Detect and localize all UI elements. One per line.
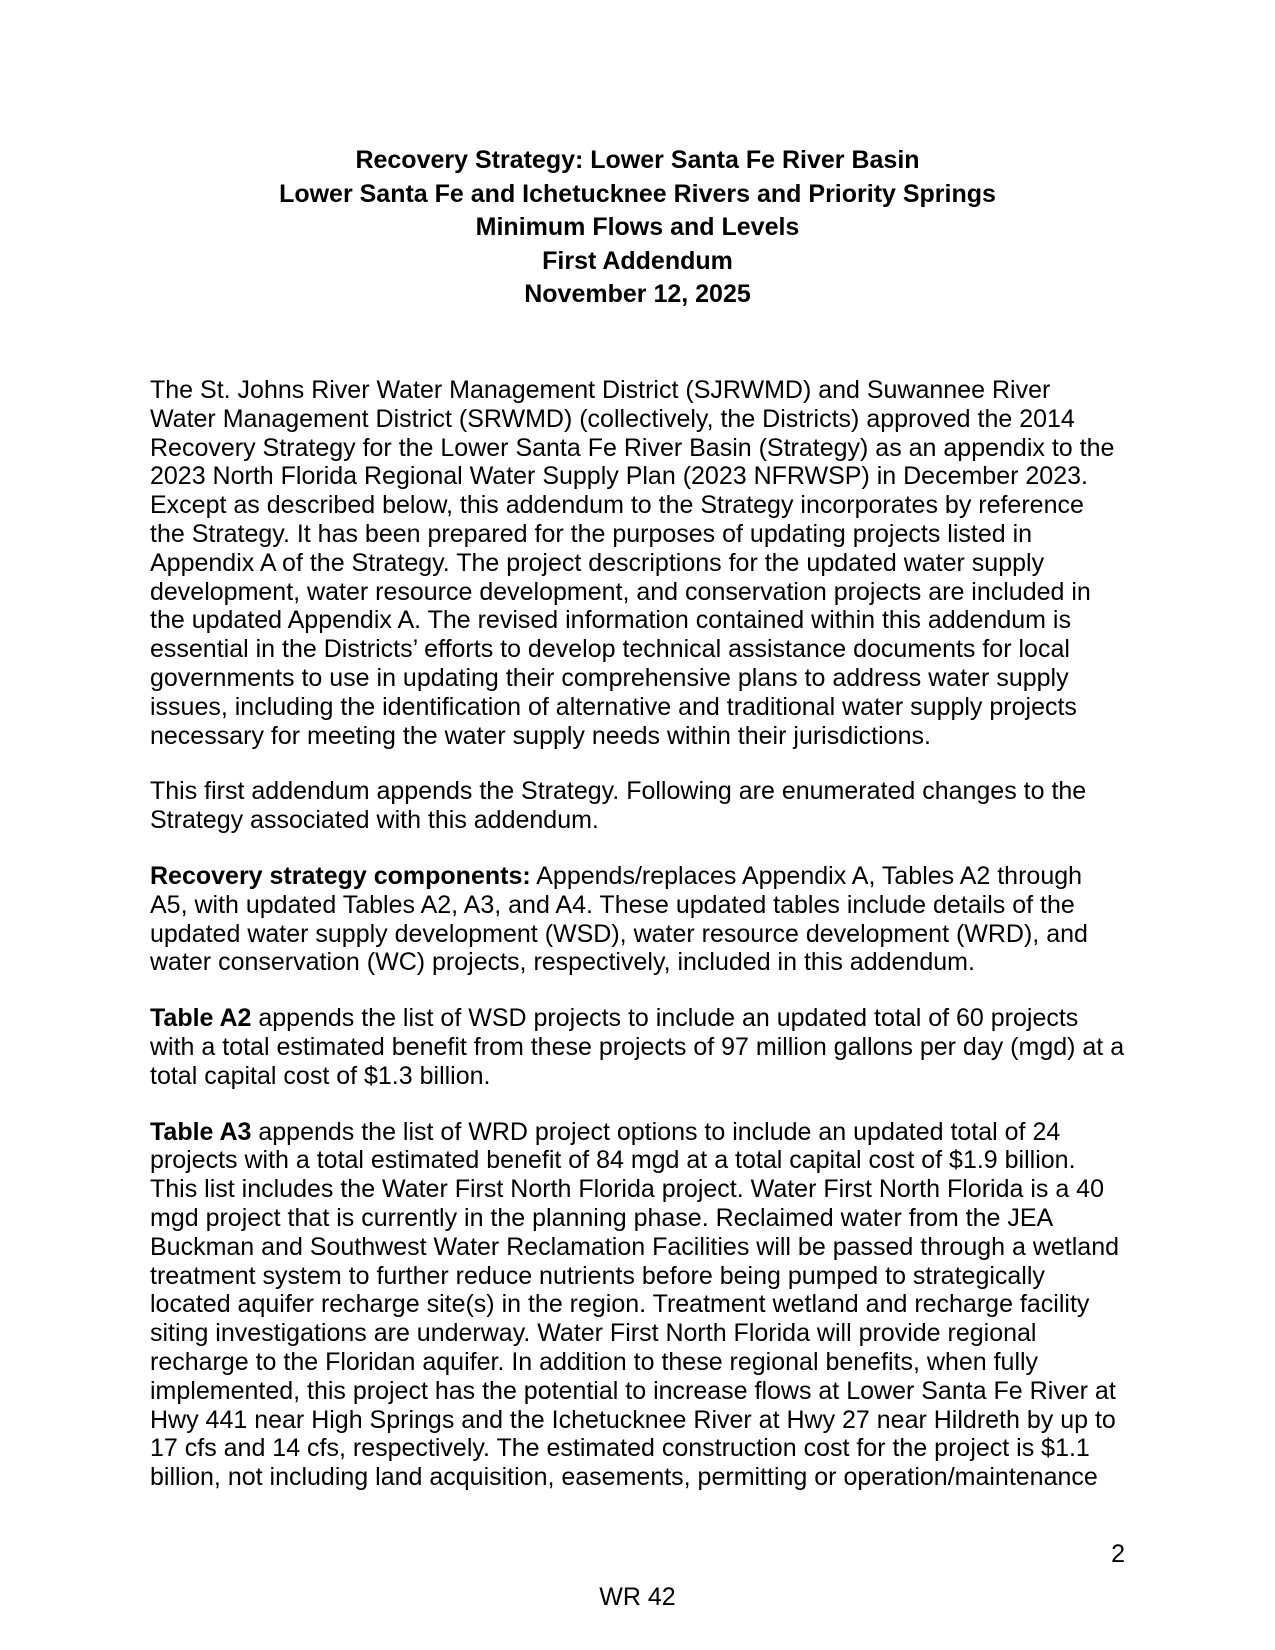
text-line: siting investigations are underway. Water First North Florida will provide regional [150, 1319, 1037, 1348]
paragraph [150, 862, 1150, 977]
text-line: water conservation (WC) projects, respectively, included in this addendum. [150, 948, 975, 977]
text-line: the Strategy. It has been prepared for the purposes of updating projects listed in [150, 519, 1033, 548]
text-line: 17 cfs and 14 cfs, respectively. The estimated construction cost for the project is $1.1 [150, 1434, 1090, 1463]
text-line: development, water resource development, and conservation projects are included in [150, 577, 1091, 606]
body-paragraphs [150, 376, 1150, 1519]
text-line: A5, with updated Tables A2, A3, and A4. These updated tables include details of the [150, 890, 1075, 919]
text-line: with a total estimated benefit from these projects of 97 million gallons per day (mgd) at a [150, 1032, 1125, 1061]
text-line: 2023 North Florida Regional Water Supply Plan (2023 NFRWSP) in December 2023. [150, 462, 1088, 491]
text-line: This first addendum appends the Strategy. Following are enumerated changes to the [150, 777, 1087, 806]
title-line: First Addendum [542, 246, 733, 275]
text-line: The St. Johns River Water Management District (SJRWMD) and Suwannee River [150, 376, 1051, 404]
text-line: This list includes the Water First North Florida project. Water First North Florida is a 40 [150, 1175, 1104, 1204]
text-line: total capital cost of $1.3 billion. [150, 1061, 491, 1090]
bold-lead-in: Table A3 [150, 1117, 252, 1146]
text-line: governments to use in updating their comprehensive plans to address water supply [150, 663, 1069, 692]
text-line: Hwy 441 near High Springs and the Ichetucknee River at Hwy 27 near Hildreth by up to [150, 1405, 1116, 1434]
text-line: essential in the Districts’ efforts to develop technical assistance documents for local [150, 635, 1070, 664]
text-line: Recovery strategy components: Appends/replaces Appendix A, Tables A2 through [150, 861, 1083, 890]
title-line: Minimum Flows and Levels [475, 213, 800, 241]
document-date: November 12, 2025 [524, 280, 751, 308]
document-title [150, 144, 1125, 312]
text-line: Recovery Strategy for the Lower Santa Fe River Basin (Strategy) as an appendix to the [150, 433, 1115, 462]
title-line: Recovery Strategy: Lower Santa Fe River Basin [355, 146, 920, 174]
text-line: projects with a total estimated benefit of 84 mgd at a total capital cost of $1.9 billion. [150, 1146, 1076, 1175]
bold-lead-in: Recovery strategy components: [150, 861, 531, 890]
paragraph [150, 1004, 1150, 1090]
text-line: recharge to the Floridan aquifer. In addition to these regional benefits, when fully [150, 1347, 1039, 1376]
text-line: located aquifer recharge site(s) in the region. Treatment wetland and recharge facility [150, 1290, 1090, 1319]
text-line: Appendix A of the Strategy. The project descriptions for the updated water supply [150, 548, 1045, 577]
paragraph [150, 1118, 1150, 1492]
text-line: Table A2 appends the list of WSD projects to include an updated total of 60 projects [150, 1004, 1079, 1033]
text-line: implemented, this project has the potential to increase flows at Lower Santa Fe River at [150, 1376, 1116, 1405]
text-line: Buckman and Southwest Water Reclamation Facilities will be passed through a wetland [150, 1232, 1120, 1261]
paragraph [150, 777, 1150, 835]
text-line: Water Management District (SRWMD) (collectively, the Districts) approved the 2014 [150, 404, 1075, 433]
text-line: mgd project that is currently in the planning phase. Reclaimed water from the JEA [150, 1203, 1054, 1232]
page-number: 2 [1111, 1540, 1125, 1568]
footer-label: WR 42 [599, 1583, 676, 1611]
text-line: necessary for meeting the water supply needs within their jurisdictions. [150, 721, 931, 750]
bold-lead-in: Table A2 [150, 1004, 252, 1033]
text-line: Table A3 appends the list of WRD project options to include an updated total of 24 [150, 1117, 1061, 1146]
text-line: Except as described below, this addendum to the Strategy incorporates by reference [150, 491, 1084, 520]
text-line: billion, not including land acquisition, easements, permitting or operation/maintenance [150, 1463, 1098, 1492]
text-line: treatment system to further reduce nutrients before being pumped to strategically [150, 1261, 1045, 1290]
text-line: issues, including the identification of alternative and traditional water supply projects [150, 692, 1077, 721]
text-line: the updated Appendix A. The revised information contained within this addendum is [150, 606, 1071, 635]
text-line: Strategy associated with this addendum. [150, 806, 599, 835]
title-line: Lower Santa Fe and Ichetucknee Rivers and Priority Springs [279, 179, 996, 208]
text-line: updated water supply development (WSD), water resource development (WRD), and [150, 919, 1088, 948]
paragraph [150, 376, 1150, 750]
